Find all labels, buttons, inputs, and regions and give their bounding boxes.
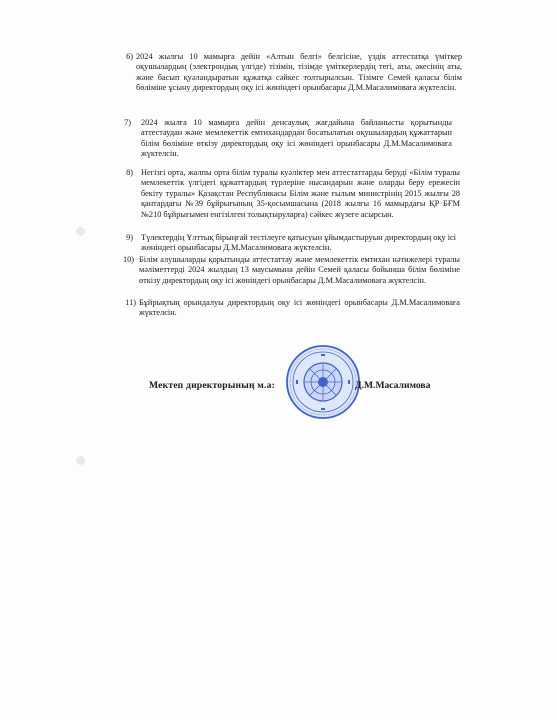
official-stamp <box>286 345 360 419</box>
item-number: 7) <box>124 118 131 127</box>
punch-hole <box>76 227 85 236</box>
item-number: 9) <box>126 233 133 242</box>
item-text: Бұйрықтың орындалуы директордың оқу ісі жөніндегі орынбасары Д.М.Масалимоваға жүктелсін. <box>139 298 460 318</box>
item-text: Негізгі орта, жалпы орта білім туралы куәліктер мен аттестаттарды беруді «Білім туралы мемлекеттік үлгідегі құжаттардың түрлеріне нысандарын және оларды беру ережесін бекіту туралы» Қазақстан Республикасы Білім және ғылым министрінің 2015 жылғы 28 қантардағы №39 бұйрығының 35-қосымшасына (2018 жылғы 16 мамырдағы ҚР БҒМ №210 бұйрығымен енгізілген толықтыруларға) сәйкес жүзеге асырсын. <box>141 168 460 219</box>
signature-name: Д.М.Масалимова <box>355 380 431 391</box>
item-number: 6) <box>126 52 133 61</box>
item-number: 10) <box>122 255 134 264</box>
item-text: Түлектердің Ұлттық бірыңғай тестілеуге қатысуын ұйымдастыруын директордың оқу ісі жөніндегі орынбасары Д.М.Масалимоваға жүктелсін. <box>141 233 456 253</box>
item-text: 2024 жылғы 10 мамырға дейін «Алтын белгі» белгісіне, үздік аттестатқа үміткер оқушылардың (электрондық үлгіде) тізімін, тізімде үміткерлердің тегі, аты, әкесінің аты, және басып қуәландыратын құжатқа сәйкес толтырылсын. Тізімге Семей қаласы білім бөліміне ұсыну директордың оқу ісі жөніндегі орынбасары Д.М.Масалимоваға жүктелсін. <box>136 52 462 93</box>
item-number: 8) <box>126 168 133 177</box>
signature-title: Мектеп директорының м.а: <box>149 380 275 391</box>
item-text: 2024 жылға 10 мамырға дейін денсаулық жағдайына байланысты қорытынды аттестаудан және мемлекеттік емтихандардан босатылатын оқушылардың құжаттарын білім бөліміне өткізу директордың оқу ісі жөніндегі орынбасары Д.М.Масалимоваға жүктелсін. <box>141 118 452 159</box>
punch-hole <box>76 456 85 465</box>
item-text: Білім алушыларды қорытынды аттестаттау және мемлекеттік емтихан нәтижелері туралы мәліметтерді 2024 жылдың 13 маусымына дейін Семей қаласы бойынша білім бөліміне өткізу директордың оқу ісі жөніндегі орынбасары Д.М.Масалимоваға жүктелсін. <box>139 255 460 285</box>
item-number: 11) <box>125 298 136 307</box>
